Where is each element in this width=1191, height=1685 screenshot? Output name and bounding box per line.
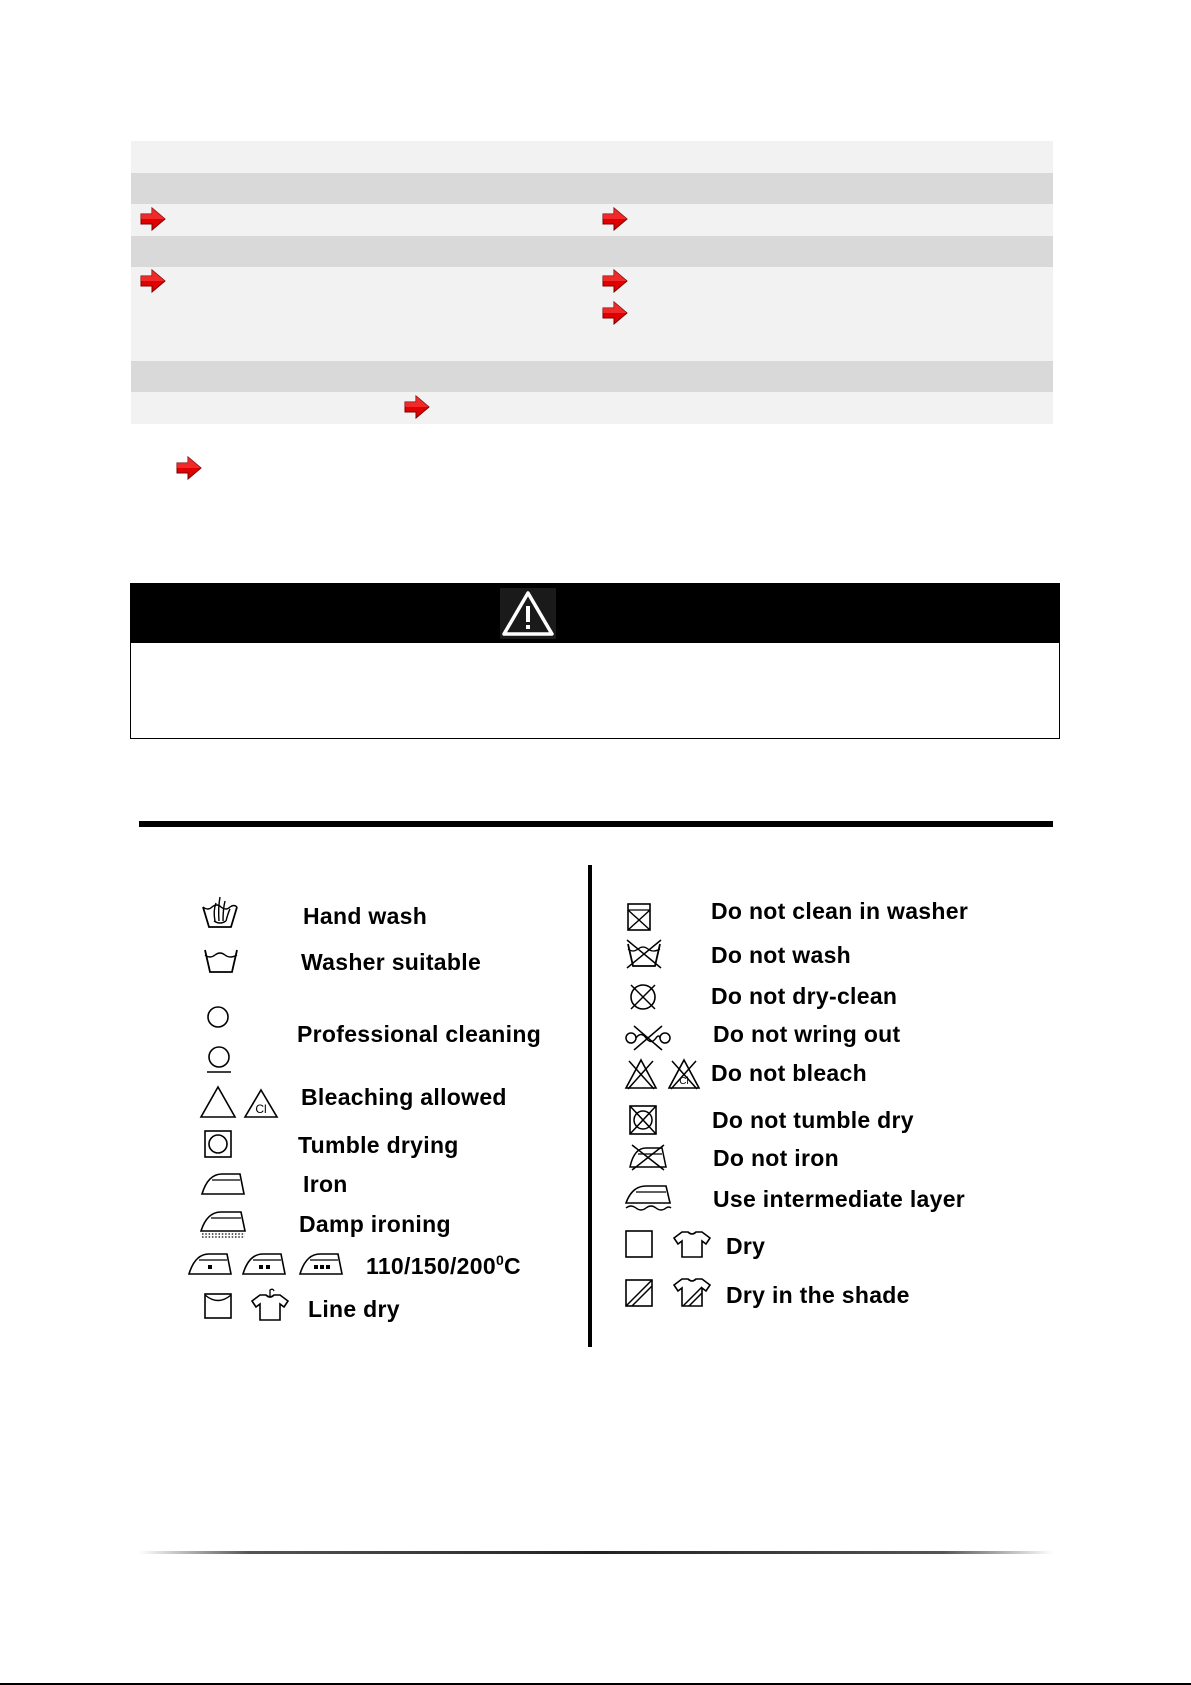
chlorine-text: Cl bbox=[255, 1102, 267, 1116]
crossed-chlorine-triangle-icon bbox=[667, 1057, 701, 1091]
line-dry-envelope-icon bbox=[203, 1292, 233, 1320]
crossed-tumble-icon bbox=[628, 1104, 658, 1136]
warning-header bbox=[131, 584, 1059, 643]
column-divider bbox=[588, 865, 592, 1347]
table-header-row bbox=[131, 236, 1053, 267]
section-rule bbox=[139, 821, 1053, 827]
warning-box bbox=[130, 583, 1060, 739]
wash-tub-icon bbox=[203, 948, 239, 974]
dry-shirt-icon bbox=[672, 1229, 712, 1259]
red-arrow-icon bbox=[140, 269, 166, 293]
table-row bbox=[131, 204, 1053, 236]
care-label: Do not wring out bbox=[713, 1021, 901, 1047]
shade-shirt-icon bbox=[672, 1276, 712, 1308]
care-label: Dry bbox=[726, 1233, 766, 1259]
care-label: Dry in the shade bbox=[726, 1282, 910, 1308]
line-dry-shirt-icon bbox=[250, 1288, 290, 1322]
crossed-circle-icon bbox=[628, 982, 658, 1012]
iron-three-dots-icon bbox=[298, 1250, 344, 1276]
care-label: Do not iron bbox=[713, 1145, 839, 1171]
chlorine-triangle-icon bbox=[243, 1088, 279, 1119]
care-label: Bleaching allowed bbox=[301, 1084, 507, 1110]
care-label: Do not tumble dry bbox=[712, 1107, 914, 1133]
care-label: Professional cleaning bbox=[297, 1021, 542, 1047]
hand-wash-icon bbox=[200, 893, 240, 931]
circle-underline-icon bbox=[206, 1045, 232, 1075]
red-arrow-icon bbox=[140, 207, 166, 231]
chlorine-text: Cl bbox=[679, 1076, 689, 1087]
red-arrow-icon bbox=[602, 207, 628, 231]
crossed-box-icon bbox=[626, 902, 652, 932]
steam-iron-icon bbox=[199, 1209, 247, 1239]
care-label: Iron bbox=[303, 1171, 348, 1197]
red-arrow-icon bbox=[404, 395, 430, 419]
footer-rule bbox=[139, 1551, 1053, 1554]
iron-icon bbox=[200, 1170, 246, 1196]
crossed-triangle-icon bbox=[624, 1057, 658, 1091]
care-label: Do not bleach bbox=[711, 1060, 867, 1086]
care-label: Do not clean in washer bbox=[711, 898, 969, 924]
red-arrow-icon bbox=[602, 301, 628, 325]
care-label: Do not dry-clean bbox=[711, 983, 898, 1009]
triangle-icon bbox=[199, 1085, 237, 1119]
crossed-tub-icon bbox=[625, 938, 663, 970]
table-row bbox=[131, 141, 1053, 173]
dry-box-icon bbox=[624, 1229, 654, 1259]
red-arrow-icon bbox=[602, 269, 628, 293]
crossed-iron-icon bbox=[628, 1143, 668, 1171]
table-header-row bbox=[131, 173, 1053, 204]
care-label: Use intermediate layer bbox=[713, 1186, 966, 1212]
table-row bbox=[131, 392, 1053, 424]
iron-cloth-icon bbox=[624, 1183, 672, 1213]
table-header-row bbox=[131, 361, 1053, 392]
care-label: Do not wash bbox=[711, 942, 852, 968]
crossed-wring-icon bbox=[624, 1023, 672, 1053]
tumble-dry-icon bbox=[203, 1129, 233, 1159]
temperature-label: $110/150/200^0C$ bbox=[366, 1252, 521, 1279]
iron-two-dots-icon bbox=[241, 1250, 287, 1276]
care-label: Tumble drying bbox=[298, 1132, 459, 1158]
care-label: Line dry bbox=[308, 1296, 400, 1322]
iron-one-dot-icon bbox=[187, 1250, 233, 1276]
warning-triangle-icon bbox=[500, 588, 556, 639]
table-row bbox=[131, 267, 1053, 361]
care-label: Damp ironing bbox=[299, 1211, 451, 1237]
red-arrow-icon bbox=[176, 456, 202, 480]
shade-box-icon bbox=[624, 1278, 654, 1308]
info-table bbox=[131, 141, 1053, 424]
care-label: Hand wash bbox=[303, 903, 428, 929]
care-label: Washer suitable bbox=[301, 949, 482, 975]
circle-icon bbox=[206, 1005, 230, 1029]
